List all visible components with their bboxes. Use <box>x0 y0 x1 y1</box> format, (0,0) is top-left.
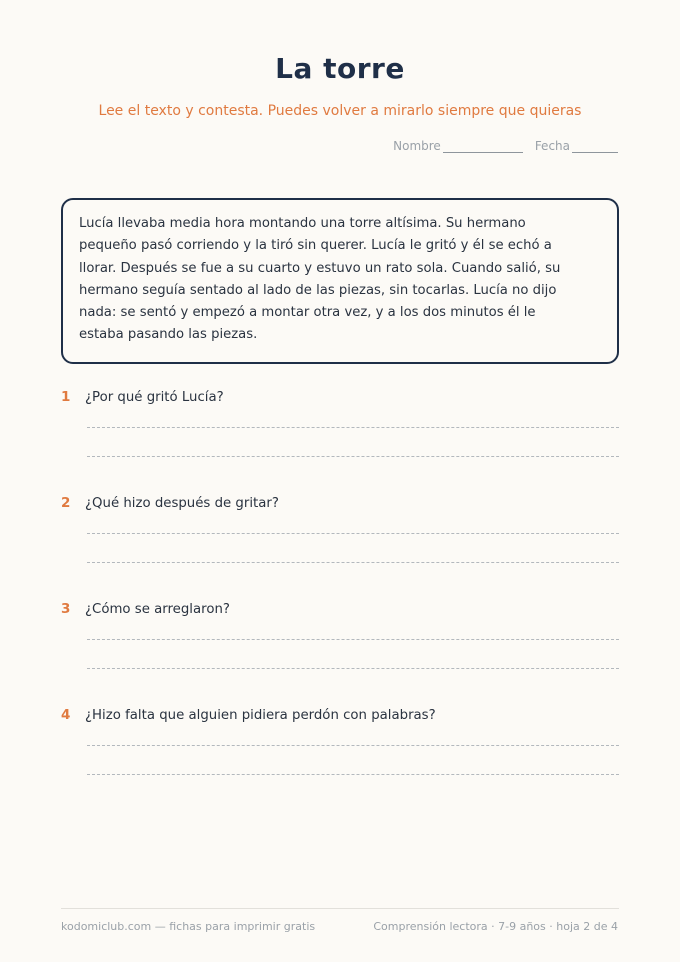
answer-line[interactable] <box>87 533 619 534</box>
name-field[interactable] <box>393 139 523 153</box>
story-line: pequeño pasó corriendo y la tiró sin querer. Lucía le gritó y él se echó a <box>79 238 552 254</box>
question-text: ¿Qué hizo después de gritar? <box>85 496 279 511</box>
question-number: 3 <box>61 601 71 617</box>
answer-line[interactable] <box>87 456 619 457</box>
page-title: La torre <box>275 52 405 85</box>
date-label: Fecha <box>534 139 570 153</box>
story-line: nada: se sentó y empezó a montar otra vez, y a los dos minutos él le <box>79 305 536 321</box>
story-box <box>61 198 619 364</box>
question-number: 4 <box>61 707 71 723</box>
story-line: llorar. Después se fue a su cuarto y estuvo un rato sola. Cuando salió, su <box>79 260 561 276</box>
date-blank-line[interactable] <box>572 141 618 153</box>
question-4 <box>61 707 619 723</box>
date-field[interactable] <box>535 139 618 153</box>
question-text: ¿Hizo falta que alguien pidiera perdón con palabras? <box>85 708 436 723</box>
question-text: ¿Por qué gritó Lucía? <box>85 390 224 405</box>
question-number: 1 <box>61 389 71 405</box>
answer-line[interactable] <box>87 639 619 640</box>
story-line: hermano seguía sentado al lado de las piezas, sin tocarlas. Lucía no dijo <box>79 282 557 298</box>
question-text: ¿Cómo se arreglaron? <box>85 602 230 617</box>
question-2 <box>61 495 619 511</box>
name-blank-line[interactable] <box>443 141 523 153</box>
name-label: Nombre <box>393 139 441 153</box>
answer-line[interactable] <box>87 745 619 746</box>
question-1 <box>61 389 619 405</box>
answer-line[interactable] <box>87 774 619 775</box>
answer-line[interactable] <box>87 562 619 563</box>
answer-line[interactable] <box>87 668 619 669</box>
student-info <box>393 139 618 153</box>
answer-line[interactable] <box>87 427 619 428</box>
question-number: 2 <box>61 495 71 511</box>
instructions: Lee el texto y contesta. Puedes volver a mirarlo siempre que quieras <box>98 103 582 119</box>
footer-site-credit: kodomiclub.com — fichas para imprimir gratis <box>61 920 316 933</box>
story-line: estaba pasando las piezas. <box>79 327 258 343</box>
story-line: Lucía llevaba media hora montando una torre altísima. Su hermano <box>79 216 526 231</box>
footer-divider <box>61 908 619 909</box>
question-3 <box>61 601 619 617</box>
footer-sheet-info: Comprensión lectora · 7-9 años · hoja 2 de 4 <box>373 920 618 933</box>
